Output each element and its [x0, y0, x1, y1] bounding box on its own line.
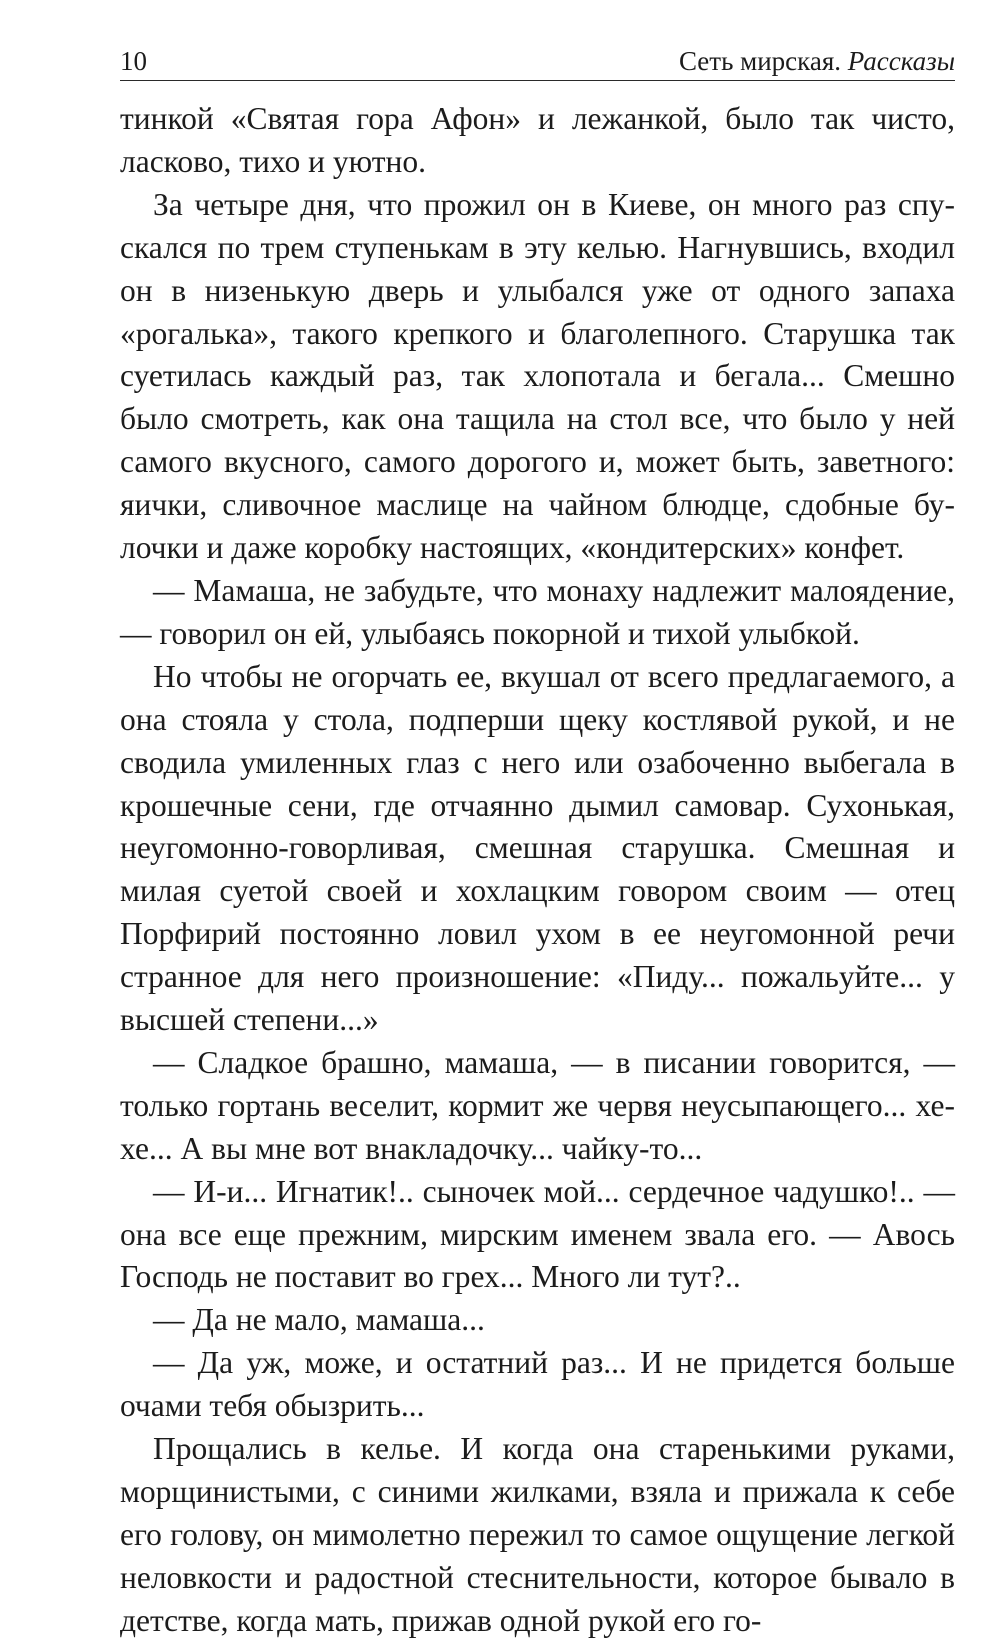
- paragraph: Но чтобы не огорчать ее, вкушал от всего предлагаемого, а она стояла у стола, подперши щеку костлявой рукой, и не сводила умиленных глаз с него или озабоченно выбегала в крошечные сени, где отчаянно дымил самовар. Сухонькая, неугомонно-говорливая, смешная старушка. Смешная и милая суетой своей и хохлацким говором своим — отец Порфирий постоянно ловил ухом в ее неугомонной речи странное для него произношение: «Пиду... пожальуйте... у высшей степени...»: [120, 658, 955, 1038]
- paragraph: — Сладкое брашно, мамаша, — в писании говорится, — только гортань веселит, кормит же червя неусыпающего... хе-хе... А вы мне вот внакладочку... чайку-то...: [120, 1044, 955, 1166]
- paragraph: — Да уж, може, и остатний раз... И не придется больше очами тебя обызрить...: [120, 1345, 955, 1424]
- section-title: Рассказы: [847, 46, 955, 76]
- paragraph: — Да не мало, мамаша...: [153, 1302, 485, 1338]
- book-title: [679, 44, 955, 78]
- paragraph: тинкой «Святая гора Афон» и лежанкой, было так чисто, ласково, тихо и уютно.: [120, 101, 955, 179]
- paragraph: За четыре дня, что прожил он в Киеве, он много раз спускался по трем ступенькам в эту келью. Нагнувшись, входил он в низенькую дверь и улыбался уже от одного запаха «рогалька», такого крепкого и благолепного. Старушка так суетилась каждый раз, так хлопотала и бегала... Смешно было смотреть, как она тащила на стол все, что было у ней самого вкусного, самого дорогого и, может быть, заветного: яички, сливочное маслице на чайном блюдце, сдобные булочки и даже коробку настоящих, «кондитерских» конфет.: [120, 186, 955, 566]
- body-text: [120, 98, 955, 1643]
- paragraph: — Мамаша, не забудьте, что монаху надлежит малоядение, — говорил он ей, улыбаясь покорной и тихой улыбкой.: [120, 572, 955, 651]
- page-number: 10: [120, 46, 147, 76]
- header-rule: [120, 80, 955, 81]
- running-head: [120, 44, 955, 78]
- book-title-text: Сеть мирская.: [678, 46, 842, 76]
- paragraph: — И-и... Игнатик!.. сыночек мой... сердечное чадушко!.. — она все еще прежним, мирским именем звала его. — Авось Господь не поставит во грех... Много ли тут?..: [120, 1173, 955, 1295]
- paragraph: Прощались в келье. И когда она старенькими руками, морщинистыми, с синими жилками, взяла и прижала к себе его голову, он мимолетно пережил то самое ощущение легкой неловкости и радостной стеснительности, которое бывало в детстве, когда мать, прижав одной рукой его го-: [120, 1431, 955, 1638]
